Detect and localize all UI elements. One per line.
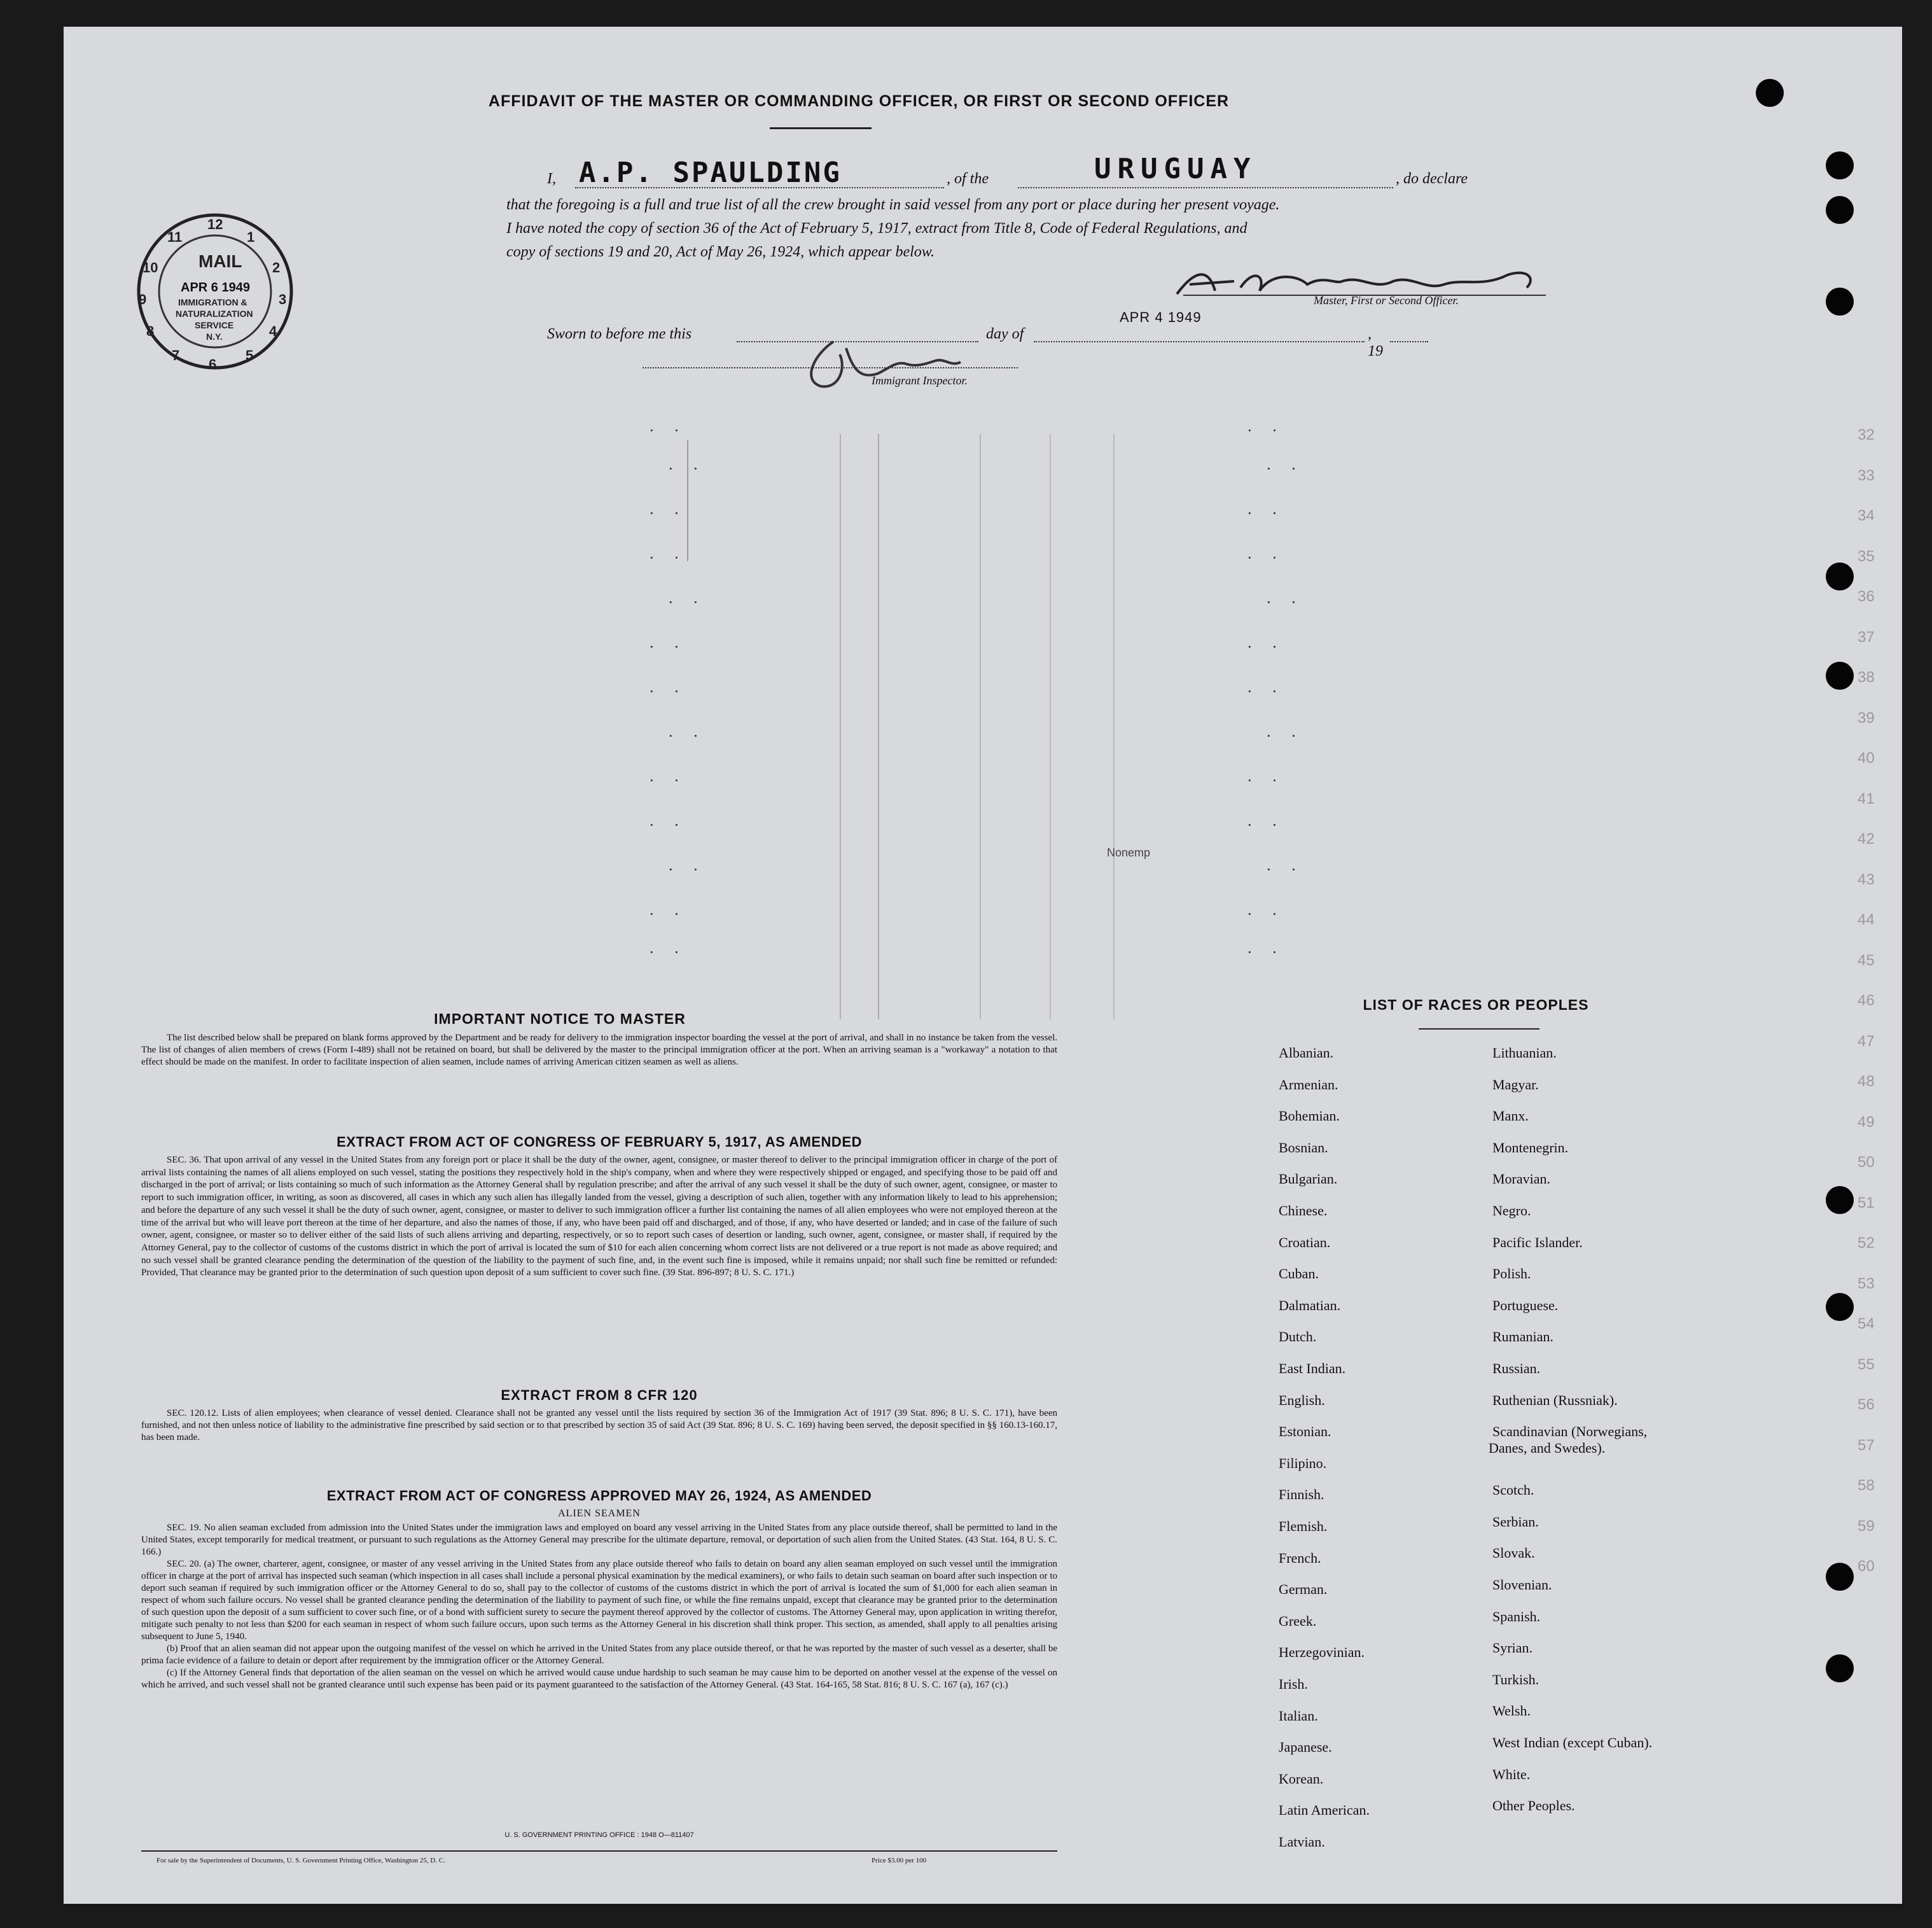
svg-text:6: 6 — [209, 356, 217, 372]
bleed-through-numbers — [1858, 415, 1896, 1587]
bleed-through-number: 47 — [1858, 1032, 1875, 1050]
bleed-through-dot: · · — [649, 638, 687, 656]
race-item: Manx. — [1492, 1108, 1529, 1124]
price-line: Price $3.00 per 100 — [872, 1857, 927, 1864]
race-item: Scotch. — [1492, 1482, 1534, 1498]
race-item: Korean. — [1279, 1770, 1324, 1787]
postal-stamp — [132, 209, 298, 374]
svg-text:5: 5 — [246, 347, 254, 363]
race-item: English. — [1279, 1392, 1325, 1408]
race-item: Montenegrin. — [1492, 1139, 1569, 1156]
binder-hole — [1826, 562, 1854, 590]
race-item: Russian. — [1492, 1360, 1541, 1376]
printing-office-line: U. S. GOVERNMENT PRINTING OFFICE : 1948 O—811407 — [504, 1831, 694, 1839]
bleed-through-number: 40 — [1858, 750, 1875, 767]
svg-text:12: 12 — [207, 216, 223, 232]
svg-text:9: 9 — [139, 291, 147, 307]
race-item: Croatian. — [1279, 1234, 1331, 1250]
bleed-through-number: 52 — [1858, 1234, 1875, 1252]
race-item: Rumanian. — [1492, 1329, 1553, 1345]
bleed-through-dot: · · — [1247, 905, 1285, 923]
bleed-through-number: 51 — [1858, 1194, 1875, 1212]
race-item: Flemish. — [1279, 1518, 1328, 1534]
svg-text:7: 7 — [172, 347, 180, 363]
bleed-through-dot: · · — [649, 421, 687, 440]
extract-1924-text — [141, 1522, 1057, 1691]
sec-20a-paragraph: SEC. 20. (a) The owner, charterer, agent, consignee, or master of any vessel arriving in the United States from any place outside thereof who fails to detain on board any alien seaman employed on such vessel until the immigration officer in charge at the port of arrival has inspected such seaman (which inspection in all cases shall include a personal physical examination by the medical examiners), or who fails to detain such seaman on board after such inspection or to deport such seaman if required by such immigration officer or the Attorney General to do so, shall pay to the collector of customs of the customs district in which the port of arrival is located the sum of $1,000 for each alien seaman in respect of whom such failure occurs. No vessel shall be granted clearance pending the determination of the liability to payment of such fine, or while the fine remains unpaid, except that clearance may be granted prior to the determination of such question upon the deposit of a sum sufficient to cover such fine, or of a bond with sufficient surety to secure the payment thereof approved by the collector of customs. The Attorney General may, upon application in writing therefor, mitigate such penalty to not less than $200 for each seaman in respect of whom such failure occurs, upon such terms as the Attorney General in his discretion shall think proper. This section, as amended, shall apply to all penalties arising subsequent to June 5, 1940. — [141, 1559, 1057, 1642]
title-rule — [770, 127, 872, 129]
bleed-through-number: 45 — [1858, 951, 1875, 969]
bleed-through-column-line — [687, 440, 688, 561]
binder-hole — [1826, 1563, 1854, 1591]
race-item: Japanese. — [1279, 1739, 1332, 1756]
binder-hole — [1826, 1293, 1854, 1321]
bleed-through-dot: · · — [668, 860, 706, 879]
race-item: Syrian. — [1492, 1640, 1532, 1656]
declaration-text: that the foregoing is a full and true list of all the crew brought in said vessel from any port or place during her present voyage. I have noted the copy of section 36 of the Act of February 5, 1917, extract from Title 8, Code of Federal Regulations, and copy of sections 19 and 20, Act of May 26, 1924, which appear below. — [506, 197, 1280, 260]
race-item: Irish. — [1279, 1676, 1308, 1692]
bleed-through-dot: · · — [668, 593, 706, 611]
notice-heading: IMPORTANT NOTICE TO MASTER — [434, 1010, 686, 1027]
race-item: Greek. — [1279, 1612, 1317, 1629]
inspector-line — [643, 367, 1018, 368]
bleed-through-number: 58 — [1858, 1477, 1875, 1494]
affidavit-title: AFFIDAVIT OF THE MASTER OR COMMANDING OFFICER, OR FIRST OR SECOND OFFICER — [488, 92, 1230, 110]
race-item: Negro. — [1492, 1203, 1531, 1219]
race-item: Welsh. — [1492, 1703, 1531, 1719]
race-item: Serbian. — [1492, 1513, 1539, 1530]
bleed-through-column-line — [1050, 434, 1051, 1019]
bleed-through-dot: · · — [1266, 860, 1304, 879]
bleed-through-dot: · · — [649, 943, 687, 961]
race-item: Estonian. — [1279, 1423, 1331, 1440]
race-item: French. — [1279, 1549, 1321, 1566]
extract-cfr-text: SEC. 120.12. Lists of alien employees; when clearance of vessel denied. Clearance shall not be granted any vessel until the lists required by section 36 of the Immigration Act of 1917 (39 Stat. 896; 8 U. S. C. 171), have been furnished, and not then unless notice of liability to the administrative fine prescribed by said section or to that prescribed by section 35 of said Act (39 Stat. 896; 8 U. S. C. 169) having been served, the deposit specified in §§ 160.13-160.17, has been made. — [141, 1408, 1057, 1443]
race-item: Bohemian. — [1279, 1108, 1340, 1124]
extract-cfr-heading: EXTRACT FROM 8 CFR 120 — [501, 1387, 698, 1403]
alien-seamen-subheading: ALIEN SEAMEN — [558, 1508, 641, 1519]
bleed-through-dot: · · — [1247, 771, 1285, 790]
races-heading-rule — [1419, 1028, 1539, 1030]
bleed-through-dot: · · — [649, 905, 687, 923]
inspector-caption: Immigrant Inspector. — [872, 374, 968, 387]
bleed-through-dot: · · — [1247, 504, 1285, 522]
race-item: Finnish. — [1279, 1486, 1324, 1503]
bleed-through-number: 33 — [1858, 466, 1875, 484]
bleed-through-dot: · · — [1266, 593, 1304, 611]
races-heading: LIST OF RACES OR PEOPLES — [1363, 996, 1589, 1013]
bleed-through-dot: · · — [1247, 943, 1285, 961]
race-item: Ruthenian (Russniak). — [1492, 1392, 1618, 1408]
race-item: Chinese. — [1279, 1203, 1328, 1219]
race-item: Spanish. — [1492, 1608, 1541, 1624]
race-item: Portuguese. — [1492, 1297, 1559, 1313]
sec-20b-paragraph: (b) Proof that an alien seaman did not appear upon the outgoing manifest of the vessel on which he arrived in the United States from any place outside thereof, or that he was reported by the master of such vessel as a deserter, shall be prima facie evidence of a failure to detain or deport after requirement by the immigration officer or the Attorney General. — [141, 1644, 1057, 1666]
bleed-through-dot: · · — [1266, 727, 1304, 745]
race-item: Scandinavian (Norwegians, — [1492, 1423, 1648, 1440]
sec-19-paragraph: SEC. 19. No alien seaman excluded from admission into the United States under the immigration laws and employed on board any vessel arriving in the United States from any place outside thereof, shall be permitted to land in the United States, except temporarily for medical treatment, or pursuant to such regulations as the Attorney General may prescribe for the ultimate departure, removal, or deportation of such alien from the United States. (43 Stat. 164, 8 U. S. C. 166.) — [141, 1523, 1057, 1557]
race-item: White. — [1492, 1766, 1531, 1782]
stamp-date: APR 6 1949 — [181, 281, 250, 295]
race-item: Other Peoples. — [1492, 1798, 1575, 1814]
binder-hole — [1826, 196, 1854, 224]
bleed-through-number: 44 — [1858, 911, 1875, 928]
bleed-through-dot: · · — [649, 816, 687, 834]
bleed-through-column-line — [840, 434, 841, 1019]
bleed-through-number: 49 — [1858, 1113, 1875, 1131]
bleed-through-number: 41 — [1858, 790, 1875, 807]
race-item: Filipino. — [1279, 1455, 1327, 1471]
bleed-through-dot: · · — [1247, 682, 1285, 701]
bleed-through-column-line — [878, 434, 879, 1019]
bleed-through-dot: · · — [1247, 421, 1285, 440]
race-item: Bulgarian. — [1279, 1171, 1338, 1187]
svg-text:8: 8 — [146, 323, 155, 339]
stamp-word: MAIL — [198, 251, 242, 271]
bleed-through-number: 53 — [1858, 1275, 1875, 1292]
race-item: Pacific Islander. — [1492, 1234, 1583, 1250]
race-item: Dutch. — [1279, 1329, 1317, 1345]
svg-text:11: 11 — [167, 229, 183, 245]
signature-caption: Master, First or Second Officer. — [1314, 294, 1459, 307]
footer-rule — [141, 1850, 1057, 1852]
bleed-through-column-line — [980, 434, 981, 1019]
stamp-line: IMMIGRATION & — [178, 297, 247, 307]
race-item: Slovenian. — [1492, 1577, 1552, 1593]
bleed-through-number: 34 — [1858, 507, 1875, 524]
bleed-through-number: 60 — [1858, 1558, 1875, 1575]
race-item: Latvian. — [1279, 1834, 1325, 1850]
bleed-through-dot: · · — [1247, 548, 1285, 567]
bleed-through-number: 57 — [1858, 1436, 1875, 1454]
stamp-line: NATURALIZATION — [176, 309, 253, 319]
race-item: West Indian (except Cuban). — [1492, 1735, 1653, 1750]
svg-text:1: 1 — [247, 229, 255, 245]
bleed-through-number: 38 — [1858, 669, 1875, 686]
bleed-through-dot: · · — [1247, 816, 1285, 834]
race-item: Dalmatian. — [1279, 1297, 1341, 1313]
race-item: Slovak. — [1492, 1545, 1535, 1561]
binder-hole — [1756, 79, 1784, 107]
stamp-line: SERVICE — [195, 320, 234, 330]
extract-1924-heading: EXTRACT FROM ACT OF CONGRESS APPROVED MAY 26, 1924, AS AMENDED — [326, 1488, 872, 1504]
binder-hole — [1826, 1654, 1854, 1682]
bleed-through-dot: · · — [668, 727, 706, 745]
race-item: Latin American. — [1279, 1802, 1370, 1819]
svg-text:3: 3 — [279, 291, 287, 307]
race-item: German. — [1279, 1581, 1328, 1598]
race-item: Herzegovinian. — [1279, 1644, 1365, 1661]
race-item: Bosnian. — [1279, 1139, 1328, 1156]
race-item: Cuban. — [1279, 1266, 1319, 1282]
race-item: Albanian. — [1279, 1045, 1334, 1061]
svg-text:4: 4 — [269, 323, 277, 339]
bleed-through-dot: · · — [668, 459, 706, 478]
bleed-through-dot: · · — [649, 771, 687, 790]
race-item: Lithuanian. — [1492, 1045, 1557, 1061]
race-item: East Indian. — [1279, 1360, 1346, 1376]
race-item: Turkish. — [1492, 1671, 1539, 1687]
for-sale-line: For sale by the Superintendent of Documents, U. S. Government Printing Office, Washington 25, D. C. — [156, 1857, 445, 1864]
bleed-through-number: 59 — [1858, 1517, 1875, 1535]
race-item: Danes, and Swedes). — [1489, 1440, 1606, 1456]
bleed-through-number: 46 — [1858, 992, 1875, 1009]
bleed-through-number: 50 — [1858, 1154, 1875, 1171]
stamp-line: N.Y. — [206, 332, 223, 342]
bleed-through-number: 35 — [1858, 547, 1875, 565]
bleed-through-number: 54 — [1858, 1315, 1875, 1332]
race-item: Italian. — [1279, 1707, 1318, 1724]
bleed-through-number: 48 — [1858, 1073, 1875, 1090]
bleed-through-number: 56 — [1858, 1396, 1875, 1413]
notice-text: The list described below shall be prepared on blank forms approved by the Department and be ready for delivery to the immigration inspector boarding the vessel at the port of arrival, and shall in no instance be taken from the vessel. The list of changes of alien members of crews (Form I-489) shall not be retained on board, but shall be delivered by the master to the principal immigration officer at the port. When an arriving seaman is a "workaway" a notation to that effect should be made on the manifest. In order to facilitate inspection of alien seamen, include names of arriving American citizen seamen as well as aliens. — [141, 1033, 1057, 1067]
svg-text:2: 2 — [272, 260, 281, 276]
bleed-through-dot: · · — [1247, 638, 1285, 656]
master-name-handwritten: A.P. SPAULDING — [579, 157, 842, 189]
vessel-name-handwritten: URUGUAY — [1094, 153, 1257, 185]
bleed-through-note: Nonemp — [1107, 846, 1151, 859]
bleed-through-number: 42 — [1858, 830, 1875, 848]
race-item: Moravian. — [1492, 1171, 1551, 1187]
bleed-through-number: 36 — [1858, 588, 1875, 605]
bleed-through-number: 43 — [1858, 870, 1875, 888]
bleed-through-dot: · · — [1266, 459, 1304, 478]
bleed-through-number: 39 — [1858, 709, 1875, 727]
binder-hole — [1826, 151, 1854, 179]
bleed-through-dot: · · — [649, 548, 687, 567]
declaration-line: I, A.P. SPAULDING , of the URUGUAY , do declare — [547, 153, 1468, 189]
bleed-through-number: 37 — [1858, 628, 1875, 646]
binder-hole — [1826, 288, 1854, 316]
bleed-through-number: 32 — [1858, 426, 1875, 444]
binder-hole — [1826, 662, 1854, 690]
race-item: Polish. — [1492, 1266, 1531, 1282]
bleed-through-dot: · · — [649, 504, 687, 522]
bleed-through-column-line — [1113, 434, 1115, 1019]
sworn-line: Sworn to before me this day of APR 4 1949 , 19 — [547, 309, 1374, 347]
sworn-date-stamp: APR 4 1949 — [1120, 309, 1202, 325]
svg-text:10: 10 — [142, 260, 158, 276]
race-item: Magyar. — [1492, 1076, 1539, 1093]
bleed-through-number: 55 — [1858, 1355, 1875, 1373]
extract-1917-text: SEC. 36. That upon arrival of any vessel in the United States from any foreign port or place it shall be the duty of the owner, agent, consignee, or master thereof to deliver to the principal immigration officer in charge of the port of arrival lists containing the names of all aliens employed on such vessel, stating the positions they respectively hold in the ship's company, when and where they were respectively shipped or engaged, and specifying those to be paid off and discharged in the port of arrival; or lists containing so much of such information as the Attorney General shall by regulation prescribe; and after the arrival of any such vessel it shall be the duty of such owner, agent, consignee, or master to report to such immigration officer, in writing, as soon as discovered, all cases in which any such alien has illegally landed from the vessel, giving a description of such alien, together with any information likely to lead to his apprehension; and before the departure of any such vessel it shall be the duty of such owner, agent, consignee, or master to deliver to such immigration officer a further list containing the names of all alien employees who were not employed thereon at the time of the arrival but who will leave port thereon at the time of her departure, and also the names of those, if any, who have been paid off and discharged, and of those, if any, who have deserted or landed; and in case of the failure of such owner, agent, consignee, or master so to deliver either of the said lists of such aliens arriving and departing, respectively, or so to report such cases of desertion or landing, such owner, agent, consignee, or master shall, if required by the Attorney General, pay to the collector of customs of the customs district in which the port of arrival is located the sum of $10 for each alien concerning whom correct lists are not delivered or a true report is not made as above required; and no such vessel shall be granted clearance pending the determination of the question of the liability to the payment of such fine, and, in the event such fine is imposed, while it remains unpaid; nor shall such fine be remitted or refunded: Provided, That clearance may be granted prior to the determination of such question upon deposit of a sum sufficient to cover such fine. (39 Stat. 896-897; 8 U. S. C. 171.) — [141, 1155, 1057, 1278]
binder-hole — [1826, 1186, 1854, 1214]
sec-20c-paragraph: (c) If the Attorney General finds that deportation of the alien seaman on the vessel on which he arrived would cause undue hardship to such seaman he may cause him to be deported on another vessel at the expense of the vessel on which he arrived, and such vessel shall not be granted clearance until such expense has been paid or its payment guaranteed to the satisfaction of the Attorney General. (43 Stat. 164-165, 58 Stat. 816; 8 U. S. C. 167 (a), 167 (c).) — [141, 1668, 1057, 1690]
race-item: Armenian. — [1279, 1076, 1338, 1093]
document-page — [64, 27, 1902, 1904]
bleed-through-dot: · · — [649, 682, 687, 701]
extract-1917-heading: EXTRACT FROM ACT OF CONGRESS OF FEBRUARY 5, 1917, AS AMENDED — [337, 1134, 862, 1150]
